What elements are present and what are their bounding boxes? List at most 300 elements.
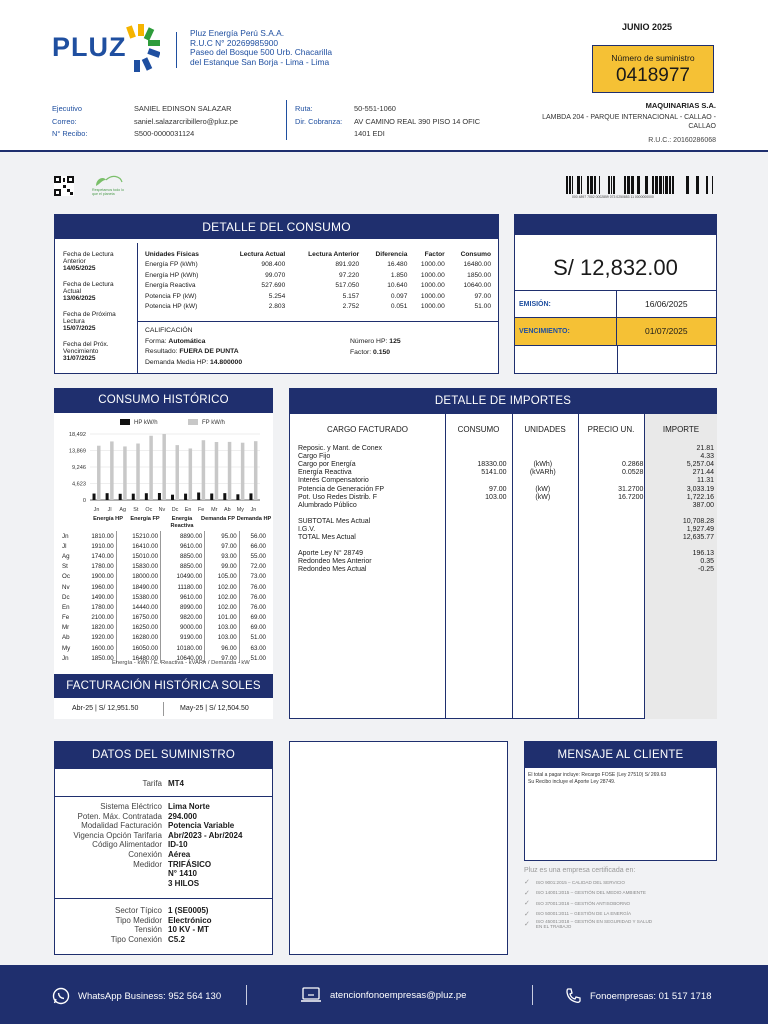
history-cell: 1920.00 <box>78 633 117 643</box>
calif-nhp <box>350 337 401 348</box>
supply-data-value: Aérea <box>168 849 191 859</box>
pluz-logo: PLUZ <box>52 32 127 62</box>
route-value: 50-551-1060 <box>354 104 396 113</box>
charges-row <box>296 566 716 574</box>
qr-code-icon <box>54 176 74 196</box>
cert-list <box>524 877 674 930</box>
supply-data-rows <box>55 802 272 888</box>
charges-cell <box>446 550 508 558</box>
legend-fp-swatch <box>188 419 198 425</box>
history-row <box>60 531 268 541</box>
addr-value-2: 1401 EDI <box>354 129 385 138</box>
charges-row <box>296 502 716 510</box>
history-cell: Dc <box>62 593 70 601</box>
consumption-header-cell: Lectura Anterior <box>308 250 360 258</box>
total-panel-bar <box>515 215 716 235</box>
charges-row <box>296 477 716 485</box>
charges-cell: 0.35 <box>700 558 714 566</box>
bar-hp <box>119 494 122 500</box>
charges-cell: (kVARh) <box>529 469 556 477</box>
history-cell: 9190.00 <box>161 633 205 643</box>
vencimiento-label: VENCIMIENTO: <box>515 318 617 345</box>
charges-header-cell: CARGO FACTURADO <box>327 425 408 434</box>
x-tick-label: Ag <box>119 507 126 513</box>
supply-data-row <box>55 879 272 889</box>
charges-row <box>296 518 716 526</box>
barcode-bar <box>665 176 668 194</box>
consumption-cell: 51.00 <box>474 303 491 311</box>
history-cell: 51.00 <box>250 654 266 662</box>
consumption-cell: 0.051 <box>390 303 408 311</box>
history-row <box>60 582 268 592</box>
addr-label: Dir. Cobranza: <box>295 116 343 126</box>
x-tick-label: Dc <box>171 507 179 513</box>
supply-data-row <box>55 906 272 916</box>
barcode-bar <box>599 176 600 194</box>
history-cell: 18490.00 <box>116 582 160 592</box>
consumption-cell: Potencia HP (kW) <box>145 303 198 311</box>
tarifa-value: MT4 <box>168 779 184 788</box>
barcode-bar <box>706 176 708 194</box>
charges-header-cell: UNIDADES <box>524 425 566 434</box>
history-cell: 73.00 <box>250 573 266 581</box>
history-cell: 1910.00 <box>78 541 117 551</box>
cert-item <box>524 919 674 930</box>
barcode-bar <box>613 176 615 194</box>
consumption-header-cell: Lectura Actual <box>239 250 286 258</box>
consumption-row <box>143 302 493 313</box>
charges-cell: Alumbrado Público <box>298 501 357 509</box>
charges-cell: 31.2700 <box>618 485 644 493</box>
history-cell: 14440.00 <box>116 602 160 612</box>
charges-cell <box>509 453 577 461</box>
history-chart <box>54 414 273 516</box>
barcode-bar <box>608 176 610 194</box>
charges-cell: 21.81 <box>696 445 714 453</box>
charges-table <box>296 445 716 575</box>
supply-data-row <box>55 925 272 935</box>
charges-cell: 16.7200 <box>618 493 644 501</box>
consumption-dates <box>63 251 135 362</box>
charges-cell <box>577 477 645 485</box>
calif-title: CALIFICACIÓN <box>145 327 193 334</box>
supply-data-label: Medidor <box>133 859 162 869</box>
barcode-bar <box>686 176 689 194</box>
consumption-cell: 2.752 <box>342 303 360 311</box>
check-icon: ✓ <box>524 921 530 929</box>
cert-item <box>524 909 674 920</box>
charges-cell: (kW) <box>535 493 551 501</box>
charges-cell <box>509 502 577 510</box>
history-row <box>60 592 268 602</box>
history-cell: 76.00 <box>250 583 266 591</box>
date-label: Fecha de Lectura Anterior <box>63 251 114 265</box>
charges-header-cell: PRECIO UN. <box>587 425 635 434</box>
charges-cell: 271.44 <box>692 469 714 477</box>
charges-cell: 97.00 <box>489 485 507 493</box>
barcode-bar <box>566 176 568 194</box>
y-tick-label: 9,246 <box>72 465 86 471</box>
consumption-cell: 0.097 <box>390 292 408 300</box>
company-address-1: Paseo del Bosque 500 Urb. Chacarilla <box>190 47 332 57</box>
charges-cell <box>509 526 577 534</box>
barcode-bar <box>659 176 662 194</box>
charges-cell: 5141.00 <box>481 469 507 477</box>
charges-row <box>296 453 716 461</box>
supply-data-row <box>55 812 272 822</box>
consumption-detail-panel <box>54 214 499 374</box>
charges-cell <box>509 550 577 558</box>
supply-data-label: Poten. Máx. Contratada <box>77 811 162 821</box>
charges-cell: 3,033.19 <box>686 485 714 493</box>
dmh-label: Demanda Media HP: <box>145 358 209 366</box>
dmh-value: 14.800000 <box>209 358 243 366</box>
total-amount: S/ 12,832.00 <box>553 255 678 280</box>
history-cell: 66.00 <box>250 542 266 550</box>
charges-cell: Redondeo Mes Anterior <box>298 558 372 566</box>
company-name: Pluz Energía Perú S.A.A. <box>190 28 285 38</box>
y-tick-label: 13,869 <box>68 448 86 455</box>
exec-value: SANIEL EDINSON SALAZAR <box>134 104 232 113</box>
supply-number-box <box>592 45 714 93</box>
barcode-bar <box>652 176 654 194</box>
charges-cell: -0.25 <box>698 566 714 574</box>
consumption-cell: 1000.00 <box>420 303 445 311</box>
nhp-label: Número HP: <box>350 338 388 345</box>
history-cell: 1780.00 <box>78 562 117 572</box>
supply-data-label: Vigencia Opción Tarifaria <box>73 830 162 840</box>
barcode-bar <box>581 176 582 194</box>
laptop-mail-icon <box>300 987 322 1003</box>
vencimiento-row <box>515 318 716 346</box>
leaf-seal-icon <box>92 172 126 188</box>
charges-cell <box>509 534 577 542</box>
factor-value: 0.150 <box>373 348 391 356</box>
x-tick-label: Mr <box>211 507 218 513</box>
supply-data-value: Electrónico <box>168 915 212 925</box>
history-cell: 103.00 <box>205 623 239 633</box>
history-cell: 103.00 <box>205 633 239 643</box>
history-header-cell: Energía FP <box>130 516 160 522</box>
phone-text[interactable]: Fonoempresas: 01 517 1718 <box>590 990 712 1002</box>
history-note: Energía - kWh / E. Reactiva - kVARh / Demanda - kW <box>112 660 250 666</box>
charges-cell: SUBTOTAL Mes Actual <box>298 517 371 525</box>
history-cell: Mr <box>62 624 70 632</box>
bar-fp <box>215 442 219 500</box>
consumption-cell: Potencia FP (kW) <box>145 292 197 300</box>
charges-cell <box>577 518 645 526</box>
consumption-cell: 16480.00 <box>463 261 491 269</box>
footer-email[interactable] <box>300 987 466 1003</box>
history-cell: 1820.00 <box>78 623 117 633</box>
message-panel <box>524 741 717 861</box>
legend-hp-swatch <box>120 419 130 425</box>
history-cell: 1740.00 <box>78 551 117 561</box>
x-tick-label: Jn <box>250 507 257 513</box>
history-cell: 10640.00 <box>161 653 205 663</box>
history-cell: 16250.00 <box>116 623 160 633</box>
emision-row <box>515 290 716 318</box>
history-cell: Nv <box>62 583 70 591</box>
info-divider <box>286 100 287 140</box>
history-panel <box>54 388 273 719</box>
charges-cell: 4.33 <box>700 453 714 461</box>
barcode-bar <box>577 176 580 194</box>
consumption-cell: 10640.00 <box>463 282 491 290</box>
bar-hp <box>145 493 148 500</box>
consumption-header-cell: Unidades Físicas <box>145 250 199 258</box>
message-body <box>525 768 716 790</box>
charges-row <box>296 445 716 453</box>
check-icon: ✓ <box>524 889 530 897</box>
message-line-1: El total a pagar incluye: Recargo FOSE (Ley 27510) S/ 269.63 <box>528 772 667 778</box>
charges-cell: TOTAL Mes Actual <box>298 534 356 542</box>
history-row <box>60 633 268 643</box>
charges-cell <box>446 477 508 485</box>
barcode-bar <box>631 176 634 194</box>
charges-cell: Cargo Fijo <box>298 453 331 461</box>
bar-hp <box>249 493 252 500</box>
barcode-bar <box>611 176 612 194</box>
consumption-row <box>143 281 493 292</box>
history-cell: 56.00 <box>250 532 266 540</box>
date-current <box>63 281 135 311</box>
route-values <box>354 103 480 141</box>
history-cell: 102.00 <box>205 592 239 602</box>
footer-sep-1 <box>246 985 247 1005</box>
history-cell: 97.00 <box>205 541 239 551</box>
consumption-cell: 5.254 <box>268 292 286 300</box>
history-cell: 10490.00 <box>161 572 205 582</box>
consumption-row <box>143 260 493 271</box>
calif-forma <box>145 337 242 348</box>
history-row <box>60 541 268 551</box>
charges-title: DETALLE DE IMPORTES <box>290 389 716 414</box>
consumption-cell: Energía FP (kWh) <box>145 261 198 269</box>
history-cell: 93.00 <box>205 551 239 561</box>
supply-data-row <box>55 840 272 850</box>
y-tick-label: 18,492 <box>68 432 86 438</box>
cert-text: ISO 50001:2011 – GESTIÓN DE LA ENERGÍA <box>535 911 632 917</box>
bar-hp <box>184 494 187 500</box>
supply-data-value: 10 KV - MT <box>168 925 209 935</box>
supply-data-label: Sistema Eléctrico <box>100 802 162 811</box>
footer-phone[interactable] <box>564 987 711 1005</box>
cert-item <box>524 888 674 899</box>
logo-divider <box>176 32 177 68</box>
info-labels <box>52 103 87 141</box>
supply-data-row <box>55 869 272 879</box>
charges-cell: 196.13 <box>692 550 714 558</box>
barcode-bar <box>587 176 589 194</box>
charges-cell <box>509 566 577 574</box>
barcode-bar <box>645 176 648 194</box>
bar-hp <box>210 494 213 500</box>
charges-cell <box>296 510 446 518</box>
consumption-cell: 5.157 <box>342 292 360 300</box>
supply-data-label: Conexión <box>128 849 162 859</box>
consumption-header-cell: Factor <box>424 250 445 258</box>
supply-data-label: Tensión <box>134 925 162 935</box>
check-icon: ✓ <box>524 910 530 918</box>
mail-label: Correo: <box>52 116 77 126</box>
footer-sep-2 <box>532 985 533 1005</box>
charges-cell <box>446 445 508 453</box>
bar-fp <box>241 443 245 500</box>
bar-fp <box>136 444 140 500</box>
vencimiento-value: 01/07/2025 <box>645 326 688 336</box>
billing-period: JUNIO 2025 <box>622 22 673 32</box>
date-label: Fecha del Próx. Vencimiento <box>63 341 109 355</box>
history-cell: 15010.00 <box>116 551 160 561</box>
bar-hp <box>171 495 174 500</box>
history-cell: 1810.00 <box>78 531 117 541</box>
x-tick-label: St <box>133 507 139 513</box>
consumption-cell: Energía HP (kWh) <box>145 271 199 279</box>
charges-cell <box>577 542 645 550</box>
receipt-label: N° Recibo: <box>52 129 88 138</box>
date-value: 15/07/2025 <box>63 325 96 332</box>
history-cell: 16050.00 <box>116 643 160 653</box>
supply-data-panel <box>54 741 273 955</box>
mail-value[interactable]: saniel.salazarcribillero@pluz.pe <box>134 116 239 126</box>
charges-cell: Interés Compensatorio <box>298 477 369 485</box>
history-cell: 18000.00 <box>116 572 160 582</box>
consumption-table <box>143 249 493 312</box>
date-due <box>63 341 135 362</box>
header <box>0 0 768 150</box>
consumption-cell: 97.00 <box>474 292 491 300</box>
barcode-text: 000 4897 7002 0002859 073 0250853 11 0000000000 <box>572 195 654 199</box>
email-text[interactable]: atencionfonoempresas@pluz.pe <box>330 989 467 1001</box>
history-row <box>60 602 268 612</box>
history-row <box>60 562 268 572</box>
consumption-cell: 97.220 <box>339 271 360 279</box>
consumption-cell: 1000.00 <box>420 261 445 269</box>
x-tick-label: My <box>236 507 244 513</box>
history-cell: 15210.00 <box>116 531 160 541</box>
barcode-bar <box>672 176 674 194</box>
charges-panel <box>289 388 717 719</box>
cert-text: ISO 37001:2016 – GESTIÓN ANTISOBORNO <box>535 900 631 906</box>
history-cell: 102.00 <box>205 602 239 612</box>
consumption-cell: 1000.00 <box>420 292 445 300</box>
history-cell: Jn <box>62 654 69 662</box>
barcode-bar <box>663 176 664 194</box>
bar-hp <box>158 493 161 500</box>
company-ruc: R.U.C N° 20269985900 <box>190 37 279 48</box>
supply-data-label: Código Alimentador <box>92 840 162 850</box>
consumption-cell: 908.400 <box>261 261 286 269</box>
barcode-bar <box>590 176 593 194</box>
history-cell: 16410.00 <box>116 541 160 551</box>
history-cell: Jl <box>62 542 67 550</box>
exec-label: Ejecutivo <box>52 104 82 113</box>
history-cell: 76.00 <box>250 603 266 611</box>
charges-cell <box>446 453 508 461</box>
tarifa-divider <box>55 796 272 797</box>
history-cell: 9610.00 <box>161 541 205 551</box>
consumption-cell: 16.480 <box>387 261 408 269</box>
history-header-cell: Demanda FP <box>201 516 235 522</box>
supply-data-row <box>55 831 272 841</box>
customer-ruc: R.U.C.: 20160286068 <box>648 137 716 144</box>
bar-hp <box>236 494 239 500</box>
history-row <box>60 623 268 633</box>
consumption-row <box>143 291 493 302</box>
cert-item <box>524 898 674 909</box>
history-title: CONSUMO HISTÓRICO <box>54 388 273 413</box>
history-row <box>60 643 268 653</box>
barcode-bar <box>696 176 699 194</box>
charges-cell <box>577 534 645 542</box>
charges-row <box>296 485 716 493</box>
history-cell: 16480.00 <box>116 653 160 663</box>
consumption-cell: 1000.00 <box>420 271 445 279</box>
bar-fp <box>202 440 206 500</box>
x-tick-label: Fe <box>198 507 205 513</box>
supply-data-row <box>55 802 272 812</box>
history-cell: 9000.00 <box>161 623 205 633</box>
barcode-bar <box>627 176 630 194</box>
charges-cell: 0.0528 <box>622 469 644 477</box>
y-tick-label: 4,623 <box>72 481 86 488</box>
charges-cell <box>645 542 716 550</box>
charges-cell <box>296 542 446 550</box>
barcode-bar <box>669 176 671 194</box>
history-cell: 8850.00 <box>161 551 205 561</box>
charges-cell <box>577 558 645 566</box>
bar-fp <box>254 441 258 500</box>
route-labels <box>295 103 342 128</box>
bar-fp <box>176 445 180 500</box>
history-cell: 69.00 <box>250 614 266 622</box>
date-value: 13/06/2025 <box>63 295 96 302</box>
history-cell: 11180.00 <box>161 582 205 592</box>
bar-fp <box>110 441 114 500</box>
sun-logo-icon <box>124 24 160 72</box>
footer-whatsapp[interactable] <box>52 987 221 1005</box>
charges-cell: (kWh) <box>533 461 553 469</box>
supply-data-rows-2 <box>55 906 272 944</box>
charges-cell <box>577 510 645 518</box>
charges-cell: 1,722.16 <box>686 493 714 501</box>
whatsapp-text[interactable]: WhatsApp Business: 952 564 130 <box>78 990 222 1002</box>
calif-block <box>145 326 242 368</box>
charges-cell <box>446 526 508 534</box>
charges-cell: Aporte Ley N° 28749 <box>298 550 364 558</box>
charges-cell <box>577 445 645 453</box>
supply-data-value: N° 1410 <box>168 869 197 879</box>
history-cell: 105.00 <box>205 572 239 582</box>
history-cell: St <box>62 563 68 571</box>
history-row <box>60 572 268 582</box>
charges-cell <box>509 445 577 453</box>
fact-hist-b: May-25 | S/ 12,504.50 <box>180 705 249 712</box>
history-cell: 15830.00 <box>116 562 160 572</box>
history-cell: Jn <box>62 532 69 540</box>
history-cell: 8850.00 <box>161 562 205 572</box>
supply-data-label: Tipo Conexión <box>110 934 162 944</box>
company-address-2: del Estanque San Borja - Lima - Lima <box>190 56 330 67</box>
charges-cell: Energía Reactiva <box>298 469 352 477</box>
barcode-icon <box>566 176 716 194</box>
charges-cell: 12,635.77 <box>682 534 714 542</box>
cert-item <box>524 877 674 888</box>
history-cell: Fe <box>62 614 70 622</box>
tarifa-label: Tarifa <box>142 779 162 788</box>
barcode-bar <box>624 176 626 194</box>
